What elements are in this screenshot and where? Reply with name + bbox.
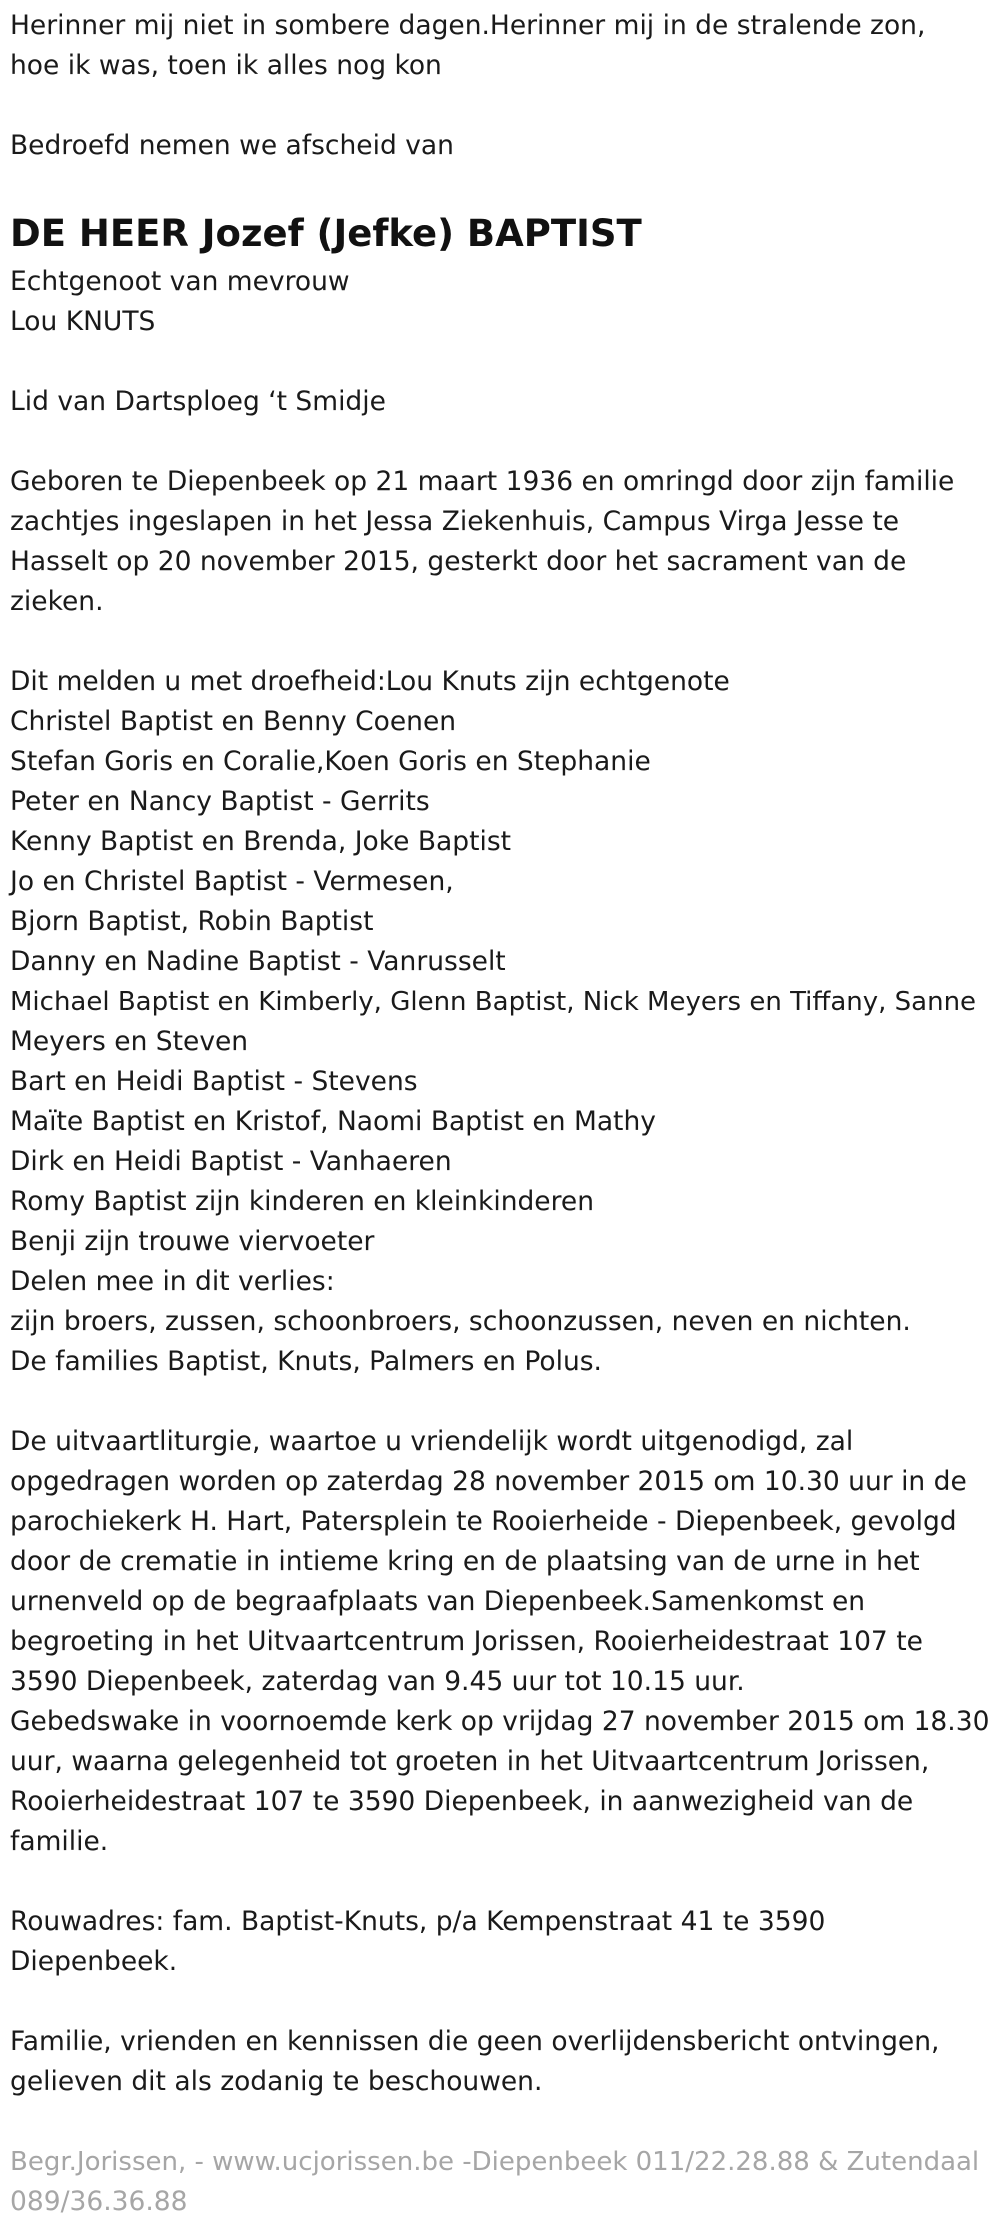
paragraph-line: opgedragen worden op zaterdag 28 november 2015 om 10.30 uur in de bbox=[10, 1466, 967, 1497]
family-list bbox=[10, 662, 990, 1382]
family-line: Peter en Nancy Baptist - Gerrits bbox=[10, 786, 430, 817]
paragraph-line: Familie, vrienden en kennissen die geen overlijdensbericht ontvingen, bbox=[10, 2026, 940, 2057]
paragraph-line: urnenveld op de begraafplaats van Diepenbeek.Samenkomst en bbox=[10, 1586, 866, 1617]
spouse-line: Echtgenoot van mevrouw bbox=[10, 266, 350, 297]
footer-line: Begr.Jorissen, - www.ucjorissen.be -Diepenbeek 011/22.28.88 & Zutendaal bbox=[10, 2147, 980, 2177]
family-line: De families Baptist, Knuts, Palmers en Polus. bbox=[10, 1346, 602, 1377]
address-line: Rouwadres: fam. Baptist-Knuts, p/a Kempenstraat 41 te 3590 bbox=[10, 1906, 826, 1937]
paragraph-line: familie. bbox=[10, 1826, 109, 1857]
poem-line: hoe ik was, toen ik alles nog kon bbox=[10, 50, 442, 81]
family-line: Bjorn Baptist, Robin Baptist bbox=[10, 906, 374, 937]
spacer bbox=[10, 1862, 990, 1902]
spouse-info bbox=[10, 262, 990, 342]
family-line: Bart en Heidi Baptist - Stevens bbox=[10, 1066, 418, 1097]
paragraph-line: Hasselt op 20 november 2015, gesterkt door het sacrament van de bbox=[10, 546, 907, 577]
mourning-address bbox=[10, 1902, 990, 1982]
membership-text: Lid van Dartsploeg ‘t Smidje bbox=[10, 386, 386, 417]
spacer bbox=[10, 1382, 990, 1422]
spacer bbox=[10, 422, 990, 462]
poem-line: Herinner mij niet in sombere dagen.Herinner mij in de stralende zon, bbox=[10, 10, 926, 41]
spacer bbox=[10, 622, 990, 662]
family-line: Benji zijn trouwe viervoeter bbox=[10, 1226, 375, 1257]
family-line: Michael Baptist en Kimberly, Glenn Baptist, Nick Meyers en Tiffany, Sanne bbox=[10, 987, 977, 1017]
family-line: Delen mee in dit verlies: bbox=[10, 1266, 335, 1297]
paragraph-line: gelieven dit als zodanig te beschouwen. bbox=[10, 2066, 543, 2097]
family-line: Meyers en Steven bbox=[10, 1026, 249, 1057]
spouse-line: Lou KNUTS bbox=[10, 306, 156, 337]
family-line: Maïte Baptist en Kristof, Naomi Baptist en Mathy bbox=[10, 1106, 656, 1137]
spacer bbox=[10, 166, 990, 206]
undertaker-footer bbox=[10, 2142, 990, 2222]
paragraph-line: zachtjes ingeslapen in het Jessa Ziekenhuis, Campus Virga Jesse te bbox=[10, 506, 900, 537]
paragraph-line: zieken. bbox=[10, 586, 104, 617]
paragraph-line: parochiekerk H. Hart, Patersplein te Rooierheide - Diepenbeek, gevolgd bbox=[10, 1506, 957, 1537]
address-line: Diepenbeek. bbox=[10, 1946, 178, 1977]
birth-death-paragraph bbox=[10, 462, 990, 622]
intro-text: Bedroefd nemen we afscheid van bbox=[10, 130, 454, 161]
poem bbox=[10, 6, 990, 86]
closing-paragraph bbox=[10, 2022, 990, 2102]
family-line: Christel Baptist en Benny Coenen bbox=[10, 706, 457, 737]
paragraph-line: Geboren te Diepenbeek op 21 maart 1936 en omringd door zijn familie bbox=[10, 466, 955, 497]
spacer bbox=[10, 342, 990, 382]
family-line: zijn broers, zussen, schoonbroers, schoonzussen, neven en nichten. bbox=[10, 1306, 911, 1337]
paragraph-line: uur, waarna gelegenheid tot groeten in het Uitvaartcentrum Jorissen, bbox=[10, 1746, 930, 1777]
deceased-name-title: DE HEER Jozef (Jefke) BAPTIST bbox=[10, 212, 642, 255]
paragraph-line: Gebedswake in voornoemde kerk op vrijdag 27 november 2015 om 18.30 bbox=[10, 1706, 990, 1737]
paragraph-line: door de crematie in intieme kring en de plaatsing van de urne in het bbox=[10, 1546, 920, 1577]
family-line: Dit melden u met droefheid:Lou Knuts zijn echtgenote bbox=[10, 666, 730, 697]
spacer bbox=[10, 86, 990, 126]
family-line: Danny en Nadine Baptist - Vanrusselt bbox=[10, 946, 506, 977]
family-line: Stefan Goris en Coralie,Koen Goris en Stephanie bbox=[10, 746, 651, 777]
family-line: Kenny Baptist en Brenda, Joke Baptist bbox=[10, 826, 512, 857]
footer-line: 089/36.36.88 bbox=[10, 2186, 188, 2217]
family-line: Romy Baptist zijn kinderen en kleinkinderen bbox=[10, 1186, 595, 1217]
paragraph-line: De uitvaartliturgie, waartoe u vriendelijk wordt uitgenodigd, zal bbox=[10, 1426, 854, 1457]
paragraph-line: 3590 Diepenbeek, zaterdag van 9.45 uur tot 10.15 uur. bbox=[10, 1666, 745, 1697]
funeral-paragraph bbox=[10, 1422, 990, 1862]
family-line: Dirk en Heidi Baptist - Vanhaeren bbox=[10, 1146, 452, 1177]
paragraph-line: Rooierheidestraat 107 te 3590 Diepenbeek, in aanwezigheid van de bbox=[10, 1786, 914, 1817]
spacer bbox=[10, 2102, 990, 2142]
paragraph-line: begroeting in het Uitvaartcentrum Jorissen, Rooierheidestraat 107 te bbox=[10, 1626, 923, 1657]
family-line: Jo en Christel Baptist - Vermesen, bbox=[10, 866, 454, 897]
spacer bbox=[10, 1982, 990, 2022]
